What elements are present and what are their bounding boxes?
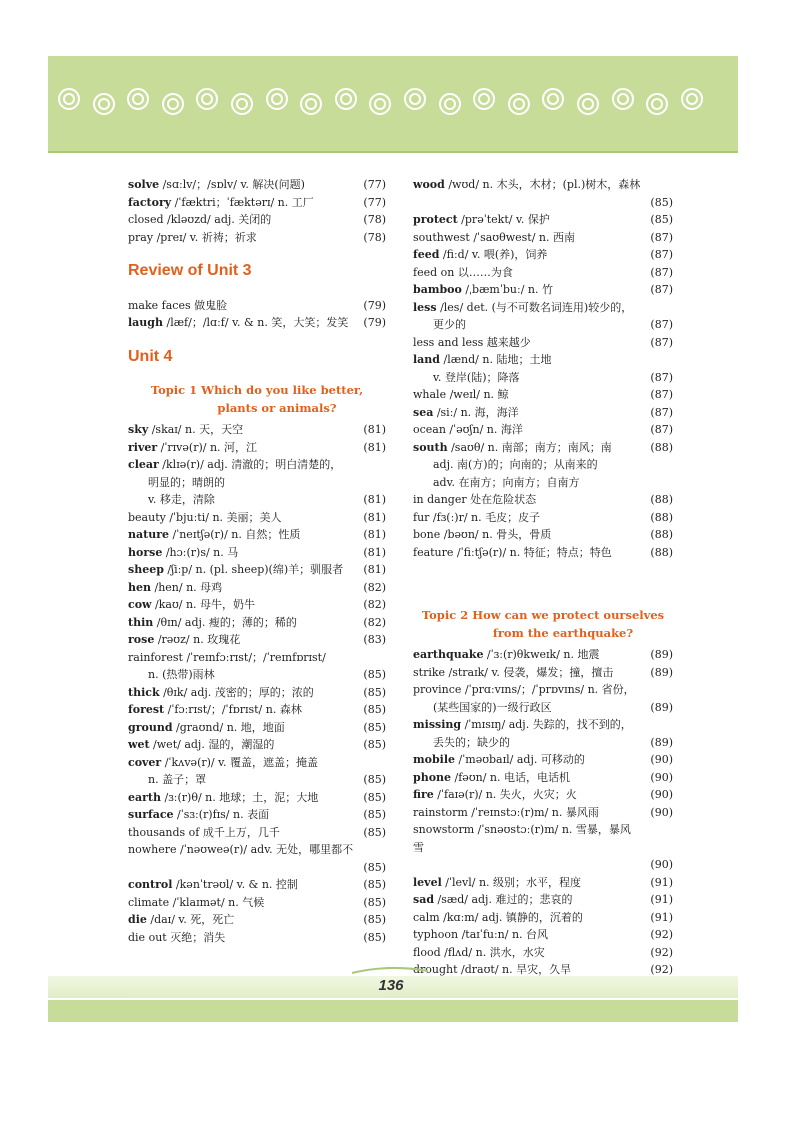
vocab-entry <box>413 874 673 892</box>
entry-continuation: v. 登岸(陆)；降落 <box>433 370 520 384</box>
vocab-entry <box>128 211 386 229</box>
entry-continuation: adv. 在南方；向南方；自南方 <box>433 475 580 489</box>
page-reference: (87) <box>650 248 673 261</box>
topic-heading-line: Topic 2 How can we protect ourselves <box>421 608 665 622</box>
page-reference: (77) <box>363 178 386 191</box>
page-reference: (91) <box>650 910 673 924</box>
vocab-entry <box>413 509 673 527</box>
page-reference: (88) <box>650 510 673 524</box>
entry-definition: /kənˈtrəʊl/ v. & n. 控制 <box>172 878 298 891</box>
vocab-entry <box>413 804 673 822</box>
headword: control <box>128 878 173 891</box>
page-reference: (90) <box>650 858 673 871</box>
page-reference: (81) <box>363 545 386 559</box>
entry-definition: /hen/ n. 母鸡 <box>151 580 223 594</box>
entry-definition: bone /bəʊn/ n. 骨头，骨质 <box>413 528 552 541</box>
header-divider <box>48 151 738 153</box>
headword: hen <box>128 580 151 594</box>
page-reference: (85) <box>650 213 673 226</box>
headword: sad <box>413 893 435 906</box>
vocab-entry <box>128 297 386 315</box>
page-reference: (92) <box>650 928 673 941</box>
entry-continuation: n. 盖子；罩 <box>148 773 207 786</box>
vocab-entry <box>413 421 673 439</box>
page-reference: (82) <box>363 615 386 629</box>
entry-definition: /ˈlevl/ n. 级别；水平，程度 <box>441 875 582 889</box>
entry-definition: rainstorm /ˈreɪnstɔː(r)m/ n. 暴风雨 <box>413 805 599 819</box>
vocab-entry <box>413 246 673 264</box>
headword: missing <box>413 718 462 731</box>
entry-definition: rainforest /ˈreɪnfɔːrɪst/；/ˈreɪnfɒrɪst/ <box>128 650 326 664</box>
vocab-entry <box>128 614 386 632</box>
headword: factory <box>128 195 172 209</box>
banner-circle-icon <box>542 88 564 110</box>
topic-heading-line: plants or animals? <box>217 400 337 415</box>
entry-definition: /ɜː(r)θ/ n. 地球；土，泥；大地 <box>161 790 319 804</box>
vocab-entry <box>413 351 673 386</box>
footer-bar <box>48 1000 738 1022</box>
page-reference: (85) <box>363 913 386 926</box>
headword: horse <box>128 545 163 559</box>
vocab-entry <box>128 579 386 597</box>
entry-definition: nowhere /ˈnəʊweə(r)/ adv. 无处，哪里都不 <box>128 843 354 856</box>
vocab-entry <box>128 929 386 947</box>
vocab-entry <box>128 229 386 247</box>
page-reference: (89) <box>650 648 673 661</box>
headword: south <box>413 440 448 454</box>
headword: phone <box>413 770 452 784</box>
headword: sheep <box>128 563 164 576</box>
entry-definition: calm /kɑːm/ adj. 镇静的，沉着的 <box>413 910 583 924</box>
page-reference: (90) <box>650 788 673 801</box>
page-reference: (90) <box>650 753 673 766</box>
left-column <box>128 176 386 946</box>
vocab-entry <box>128 806 386 824</box>
page-reference: (85) <box>363 738 386 751</box>
banner-circle-icon <box>196 88 218 110</box>
vocab-entry <box>413 386 673 404</box>
vocab-entry <box>128 314 386 332</box>
entry-definition: thousands of 成千上万，几千 <box>128 825 280 839</box>
entry-definition: /sɑːlv/；/sɒlv/ v. 解决(问题) <box>159 178 305 191</box>
entry-definition: flood /flʌd/ n. 洪水，水灾 <box>413 945 545 959</box>
entry-definition: /lænd/ n. 陆地；土地 <box>440 353 552 366</box>
banner-circle-icon <box>439 93 461 115</box>
vocab-entry <box>413 281 673 299</box>
vocab-entry <box>128 736 386 754</box>
entry-continuation: adj. 南(方)的；向南的；从南来的 <box>433 458 598 471</box>
vocab-entry <box>413 544 673 562</box>
headword: sea <box>413 405 434 419</box>
entry-definition: strike /straɪk/ v. 侵袭，爆发；撞，擅击 <box>413 665 614 679</box>
page-reference: (78) <box>363 230 386 244</box>
headword: forest <box>128 703 165 716</box>
entry-continuation: (某些国家的)一级行政区 <box>433 700 552 714</box>
headword: surface <box>128 808 174 821</box>
page-reference: (79) <box>363 316 386 329</box>
page-reference: (81) <box>363 510 386 524</box>
page-reference: (88) <box>650 493 673 506</box>
banner-circle-icon <box>404 88 426 110</box>
entry-definition: ocean /ˈəʊʃn/ n. 海洋 <box>413 423 523 436</box>
entry-definition: /ˈrɪvə(r)/ n. 河，江 <box>157 440 258 454</box>
entry-definition: /ˈfaɪə(r)/ n. 失火，火灾；火 <box>433 788 577 801</box>
entry-continuation: n. (热带)雨林 <box>148 668 215 681</box>
entry-definition: /ˌbæmˈbuː/ n. 竹 <box>461 283 554 296</box>
entry-definition: /hɔː(r)s/ n. 马 <box>162 545 239 559</box>
vocab-entry <box>413 646 673 664</box>
vocab-entry <box>128 701 386 719</box>
page-reference: (92) <box>650 945 673 959</box>
page-reference: (89) <box>650 665 673 679</box>
topic-heading-line: from the earthquake? <box>492 625 634 640</box>
vocab-entry <box>413 264 673 282</box>
vocab-entry <box>128 876 386 894</box>
entry-definition: /ʃiːp/ n. (pl. sheep)(绵)羊；驯服者 <box>163 563 344 576</box>
page-reference: (87) <box>650 230 673 244</box>
headword: cow <box>128 598 152 611</box>
vocab-entry <box>128 754 386 789</box>
page-reference: (87) <box>650 405 673 419</box>
entry-definition: /les/ det. (与不可数名词连用)较少的， <box>436 300 633 314</box>
entry-definition: feature /ˈfiːtʃə(r)/ n. 特征；特点；特色 <box>413 545 612 559</box>
headword: wood <box>413 178 445 191</box>
vocab-entry <box>128 176 386 194</box>
topic-heading <box>413 607 673 642</box>
entry-definition: /læf/；/lɑːf/ v. & n. 笑，大笑；发笑 <box>163 316 349 329</box>
banner-circle-icon <box>162 93 184 115</box>
entry-definition: /wet/ adj. 湿的，潮湿的 <box>149 738 275 751</box>
entry-definition: /ˈmɪsɪŋ/ adj. 失踪的，找不到的， <box>461 718 632 731</box>
vocab-entry <box>413 944 673 962</box>
entry-definition: typhoon /taɪˈfuːn/ n. 台风 <box>413 928 549 941</box>
vocab-entry <box>128 509 386 527</box>
banner-circle-icon <box>266 88 288 110</box>
vocab-entry <box>413 821 673 856</box>
headword: land <box>413 353 440 366</box>
entry-continuation: 丢失的；缺少的 <box>433 735 510 749</box>
entry-definition: /ˈkʌvə(r)/ v. 覆盖，遮盖；掩盖 <box>161 755 319 769</box>
headword: laugh <box>128 316 163 329</box>
right-column <box>413 176 673 979</box>
entry-definition: drought /draʊt/ n. 旱灾，久旱 <box>413 963 572 976</box>
page-reference: (87) <box>650 423 673 436</box>
vocab-entry <box>413 176 673 194</box>
headword: cover <box>128 755 162 769</box>
page-reference: (85) <box>363 930 386 944</box>
vocab-entry <box>128 421 386 439</box>
page-reference: (85) <box>363 773 386 786</box>
entry-definition: /ˈɜː(r)θkweɪk/ n. 地震 <box>483 648 600 661</box>
vocab-entry <box>128 719 386 737</box>
vocab-entry <box>128 526 386 544</box>
entry-definition: snowstorm /ˈsnəʊstɔː(r)m/ n. 雪暴，暴风雪 <box>413 823 631 854</box>
entry-definition: province /ˈprɑːvɪns/；/ˈprɒvɪns/ n. 省份， <box>413 683 635 696</box>
page-reference: (78) <box>363 213 386 226</box>
page-reference: (87) <box>650 283 673 296</box>
vocab-entry <box>413 909 673 927</box>
banner-circle-icon <box>508 93 530 115</box>
entry-definition: closed /kləʊzd/ adj. 关闭的 <box>128 213 272 226</box>
banner-circle-icon <box>231 93 253 115</box>
section-heading: Unit 4 <box>128 347 173 365</box>
page-reference: (90) <box>650 770 673 784</box>
headword: feed <box>413 248 440 261</box>
headword: thick <box>128 685 160 699</box>
vocab-entry <box>413 299 673 334</box>
vocab-entry <box>128 631 386 649</box>
entry-continuation: v. 移走，清除 <box>148 493 215 506</box>
entry-definition: in danger 处在危险状态 <box>413 493 537 506</box>
headword: bamboo <box>413 283 462 296</box>
page-reference: (79) <box>363 298 386 312</box>
headword: rose <box>128 633 155 646</box>
page-reference: (89) <box>650 700 673 714</box>
headword: wet <box>128 738 150 751</box>
page-reference: (87) <box>650 265 673 279</box>
vocab-entry <box>413 664 673 682</box>
headword: level <box>413 875 442 889</box>
entry-definition: /fiːd/ v. 喂(养)，饲养 <box>439 248 548 261</box>
page-reference: (88) <box>650 545 673 559</box>
page-reference: (82) <box>363 598 386 611</box>
vocab-entry <box>413 751 673 769</box>
vocab-entry <box>128 894 386 912</box>
vocab-entry <box>413 526 673 544</box>
entry-definition: /θɪn/ adj. 瘦的；薄的；稀的 <box>153 615 297 629</box>
entry-definition: beauty /ˈbjuːti/ n. 美丽；美人 <box>128 510 282 524</box>
entry-definition: /sæd/ adj. 难过的；悲哀的 <box>434 893 573 906</box>
banner-circle-icon <box>646 93 668 115</box>
banner-circle-icon <box>127 88 149 110</box>
headword: clear <box>128 458 159 471</box>
page-reference: (85) <box>363 808 386 821</box>
vocab-entry <box>413 681 673 716</box>
entry-definition: /klɪə(r)/ adj. 清澈的；明白清楚的， <box>158 458 342 471</box>
entry-definition: /ˈfɔːrɪst/；/ˈfɒrɪst/ n. 森林 <box>164 703 302 716</box>
headword: earth <box>128 790 161 804</box>
banner-circle-icon <box>577 93 599 115</box>
page-reference: (92) <box>650 963 673 976</box>
entry-definition: less and less 越来越少 <box>413 335 531 349</box>
page-reference: (91) <box>650 875 673 889</box>
vocab-entry <box>413 786 673 804</box>
entry-definition: /saʊθ/ n. 南部；南方；南风；南 <box>447 440 612 454</box>
vocab-entry <box>413 491 673 509</box>
headword: solve <box>128 178 160 191</box>
headword: less <box>413 300 437 314</box>
entry-definition: /ˈməʊbaɪl/ adj. 可移动的 <box>455 753 585 766</box>
vocab-entry <box>413 334 673 352</box>
page-reference: (81) <box>363 440 386 454</box>
entry-definition: /rəʊz/ n. 玫瑰花 <box>154 633 241 646</box>
page-reference: (81) <box>363 528 386 541</box>
page-reference: (87) <box>650 318 673 331</box>
section-heading: Review of Unit 3 <box>128 262 252 279</box>
headword: mobile <box>413 753 456 766</box>
entry-definition: /skaɪ/ n. 天，天空 <box>148 423 244 436</box>
vocab-entry <box>128 684 386 702</box>
entry-definition: feed on 以……为食 <box>413 265 513 279</box>
headword: die <box>128 913 147 926</box>
banner-circle-icon <box>300 93 322 115</box>
page-reference: (85) <box>363 825 386 839</box>
page-reference: (85) <box>363 878 386 891</box>
vocab-entry <box>413 211 673 229</box>
banner-circle-icon <box>473 88 495 110</box>
entry-definition: whale /weɪl/ n. 鲸 <box>413 388 509 401</box>
entry-definition: /ˈneɪtʃə(r)/ n. 自然；性质 <box>169 528 301 541</box>
vocab-entry <box>128 911 386 929</box>
page-reference: (89) <box>650 735 673 749</box>
headword: river <box>128 440 158 454</box>
vocab-entry <box>128 194 386 212</box>
vocab-entry <box>128 649 386 684</box>
page-reference: (83) <box>363 633 386 646</box>
page-reference: (82) <box>363 580 386 594</box>
page-reference: (91) <box>650 893 673 906</box>
spacer <box>413 561 673 595</box>
entry-definition: /ˈsɜː(r)fɪs/ n. 表面 <box>173 808 270 821</box>
entry-definition: /wʊd/ n. 木头，木材；(pl.)树木，森林 <box>444 178 641 191</box>
vocab-entry <box>128 841 386 859</box>
topic-heading <box>128 382 386 417</box>
entry-definition: pray /preɪ/ v. 祈祷；祈求 <box>128 230 257 244</box>
banner-circle-icon <box>612 88 634 110</box>
entry-definition: /fəʊn/ n. 电话，电话机 <box>451 770 571 784</box>
entry-definition: die out 灭绝；消失 <box>128 930 226 944</box>
entry-definition: fur /fɜ(ː)r/ n. 毛皮；皮子 <box>413 510 541 524</box>
entry-definition: make faces 做鬼脸 <box>128 298 228 312</box>
page-reference: (85) <box>363 860 386 874</box>
entry-definition: southwest /ˈsaʊθwest/ n. 西南 <box>413 230 575 244</box>
vocab-entry <box>128 439 386 457</box>
banner-circle-icon <box>681 88 703 110</box>
page-number: 136 <box>378 977 404 994</box>
entry-definition: /prəˈtekt/ v. 保护 <box>457 213 550 226</box>
banner-circle-icon <box>369 93 391 115</box>
page-reference: (81) <box>363 493 386 506</box>
entry-continuation: 更少的 <box>433 318 466 331</box>
page-reference: (90) <box>650 805 673 819</box>
page-reference: (88) <box>650 440 673 454</box>
header-circles <box>58 88 728 118</box>
headword: sky <box>128 423 149 436</box>
page-reference: (77) <box>363 195 386 209</box>
vocab-entry <box>413 716 673 751</box>
vocab-entry <box>128 824 386 842</box>
vocab-entry <box>413 769 673 787</box>
page-reference: (85) <box>363 720 386 734</box>
page-reference: (87) <box>650 388 673 401</box>
vocab-entry <box>128 561 386 579</box>
entry-definition: climate /ˈklaɪmət/ n. 气候 <box>128 895 265 909</box>
entry-definition: /θɪk/ adj. 茂密的；厚的；浓的 <box>159 685 314 699</box>
banner-circle-icon <box>93 93 115 115</box>
topic-heading-line: Topic 1 Which do you like better, <box>150 383 364 397</box>
page-reference: (85) <box>363 703 386 716</box>
page-reference: (87) <box>650 370 673 384</box>
vocab-entry <box>413 891 673 909</box>
entry-definition: /daɪ/ v. 死，死亡 <box>146 913 235 926</box>
entry-definition: /ˈfæktri；ˈfæktərɪ/ n. 工厂 <box>171 195 314 209</box>
vocab-entry <box>413 439 673 492</box>
headword: earthquake <box>413 648 484 661</box>
page-reference: (85) <box>363 668 386 681</box>
headword: ground <box>128 720 173 734</box>
vocab-entry <box>128 544 386 562</box>
page-reference: (85) <box>363 790 386 804</box>
banner-circle-icon <box>335 88 357 110</box>
headword: thin <box>128 615 154 629</box>
page-reference: (85) <box>650 195 673 209</box>
entry-definition: /kaʊ/ n. 母牛，奶牛 <box>151 598 256 611</box>
page-reference: (85) <box>363 895 386 909</box>
vocab-entry <box>413 404 673 422</box>
vocab-entry <box>413 229 673 247</box>
banner-circle-icon <box>58 88 80 110</box>
entry-continuation: 明显的；晴朗的 <box>148 475 225 489</box>
page-reference: (85) <box>363 685 386 699</box>
vocab-entry <box>128 456 386 509</box>
page-reference: (87) <box>650 335 673 349</box>
vocab-entry <box>128 789 386 807</box>
page-reference: (81) <box>363 563 386 576</box>
vocab-entry <box>413 926 673 944</box>
page-reference: (88) <box>650 528 673 541</box>
entry-definition: /siː/ n. 海，海洋 <box>433 405 519 419</box>
page-reference: (81) <box>363 423 386 436</box>
entry-definition: /graʊnd/ n. 地，地面 <box>172 720 285 734</box>
headword: fire <box>413 788 434 801</box>
vocab-entry <box>128 596 386 614</box>
headword: protect <box>413 213 458 226</box>
headword: nature <box>128 528 169 541</box>
